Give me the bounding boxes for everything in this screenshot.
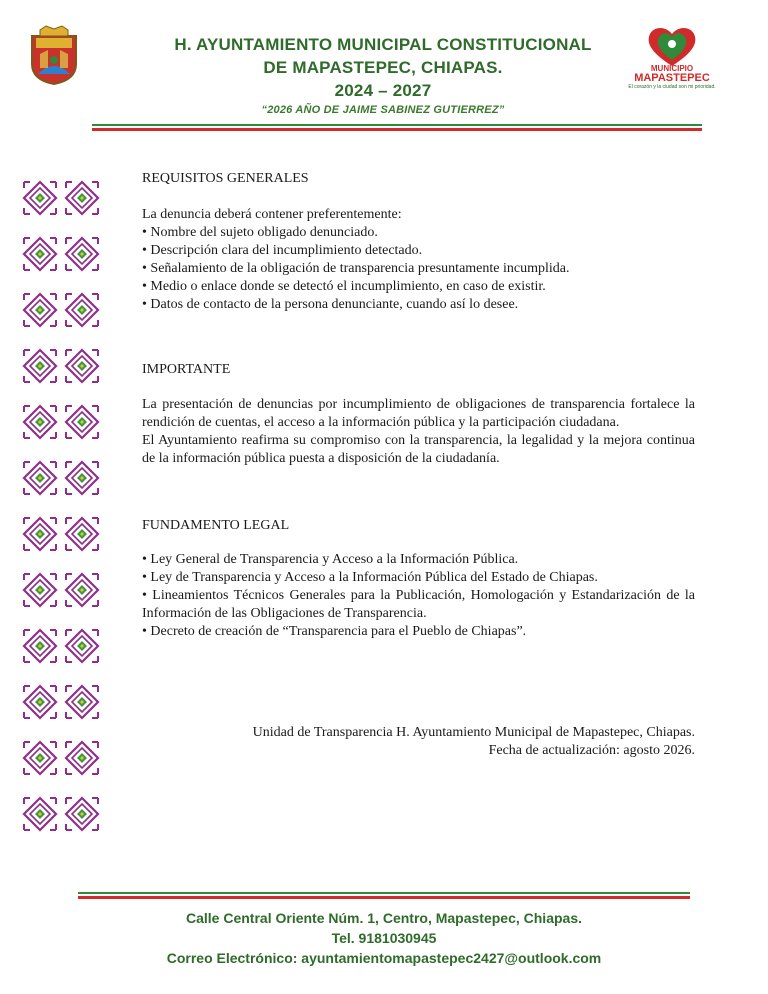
ornament-row-10	[24, 686, 98, 718]
fundamento-heading: FUNDAMENTO LEGAL	[142, 518, 290, 533]
importante-paragraph-1: La presentación de denuncias por incumplimiento de obligaciones de transparencia fortalece la rendición de cuentas, el acceso a la información pública y la participación ciudadana.	[142, 397, 695, 430]
list-item: • Medio o enlace donde se detectó el incumplimiento, en caso de existir.	[142, 278, 695, 296]
list-item: • Datos de contacto de la persona denunciante, cuando así lo desee.	[142, 296, 695, 314]
ornament-row-3	[24, 294, 98, 326]
header-motto: “2026 AÑO DE JAIME SABINEZ GUTIERREZ”	[261, 104, 505, 116]
chiapas-coat-of-arms-icon	[26, 24, 82, 86]
list-item: • Nombre del sujeto obligado denunciado.	[142, 224, 695, 242]
importante-heading: IMPORTANTE	[142, 362, 231, 377]
footer-phone: Tel. 9181030945	[331, 930, 437, 946]
header-stripe-green	[92, 124, 702, 126]
ornament-row-8	[24, 574, 98, 606]
logo-municipio-label: MUNICIPIO	[650, 64, 694, 73]
signature-date: Fecha de actualización: agosto 2026.	[488, 743, 695, 758]
logo-mapastepec-label: MAPASTEPEC	[634, 72, 710, 84]
footer-email: Correo Electrónico: ayuntamientomapastepec2427@outlook.com	[166, 950, 602, 966]
header-stripe-red	[92, 128, 702, 131]
header-title-line1: H. AYUNTAMIENTO MUNICIPAL CONSTITUCIONAL	[174, 35, 592, 54]
ornament-row-1	[24, 182, 98, 214]
requisitos-intro: La denuncia deberá contener preferentemente:	[142, 207, 402, 222]
signature-unit: Unidad de Transparencia H. Ayuntamiento Municipal de Mapastepec, Chiapas.	[252, 725, 695, 740]
footer-stripe-green	[78, 892, 690, 894]
list-item: • Lineamientos Técnicos Generales para la Publicación, Homologación y Estandarización de la Información de las Obligaciones de Transparencia.	[142, 587, 695, 623]
ornament-row-2	[24, 238, 98, 270]
fundamento-list	[142, 551, 695, 641]
heart-logo-icon	[620, 24, 724, 68]
footer-stripe-red	[78, 896, 690, 899]
list-item: • Descripción clara del incumplimiento detectado.	[142, 242, 695, 260]
importante-paragraph-2: El Ayuntamiento reafirma su compromiso con la transparencia, la legalidad y la mejora continua de la información pública puesta a disposición de la ciudadanía.	[142, 433, 695, 466]
requisitos-heading: REQUISITOS GENERALES	[142, 171, 309, 186]
list-item: • Ley de Transparencia y Acceso a la Información Pública del Estado de Chiapas.	[142, 569, 695, 587]
ornament-row-5	[24, 406, 98, 438]
list-item: • Decreto de creación de “Transparencia para el Pueblo de Chiapas”.	[142, 623, 695, 641]
ornament-row-12	[24, 798, 98, 830]
requisitos-list	[142, 224, 695, 314]
side-ornament-pattern	[20, 176, 104, 836]
list-item: • Ley General de Transparencia y Acceso a la Información Pública.	[142, 551, 695, 569]
logo-tagline: El corazón y la ciudad son mi prioridad.	[628, 84, 716, 90]
header-period: 2024 – 2027	[334, 81, 432, 100]
ornament-row-11	[24, 742, 98, 774]
ornament-row-4	[24, 350, 98, 382]
ornament-row-7	[24, 518, 98, 550]
municipio-logo	[620, 24, 724, 96]
ornament-row-9	[24, 630, 98, 662]
ornament-row-6	[24, 462, 98, 494]
footer-address: Calle Central Oriente Núm. 1, Centro, Mapastepec, Chiapas.	[186, 910, 582, 926]
header-title-line2: DE MAPASTEPEC, CHIAPAS.	[263, 58, 503, 77]
list-item: • Señalamiento de la obligación de transparencia presuntamente incumplida.	[142, 260, 695, 278]
